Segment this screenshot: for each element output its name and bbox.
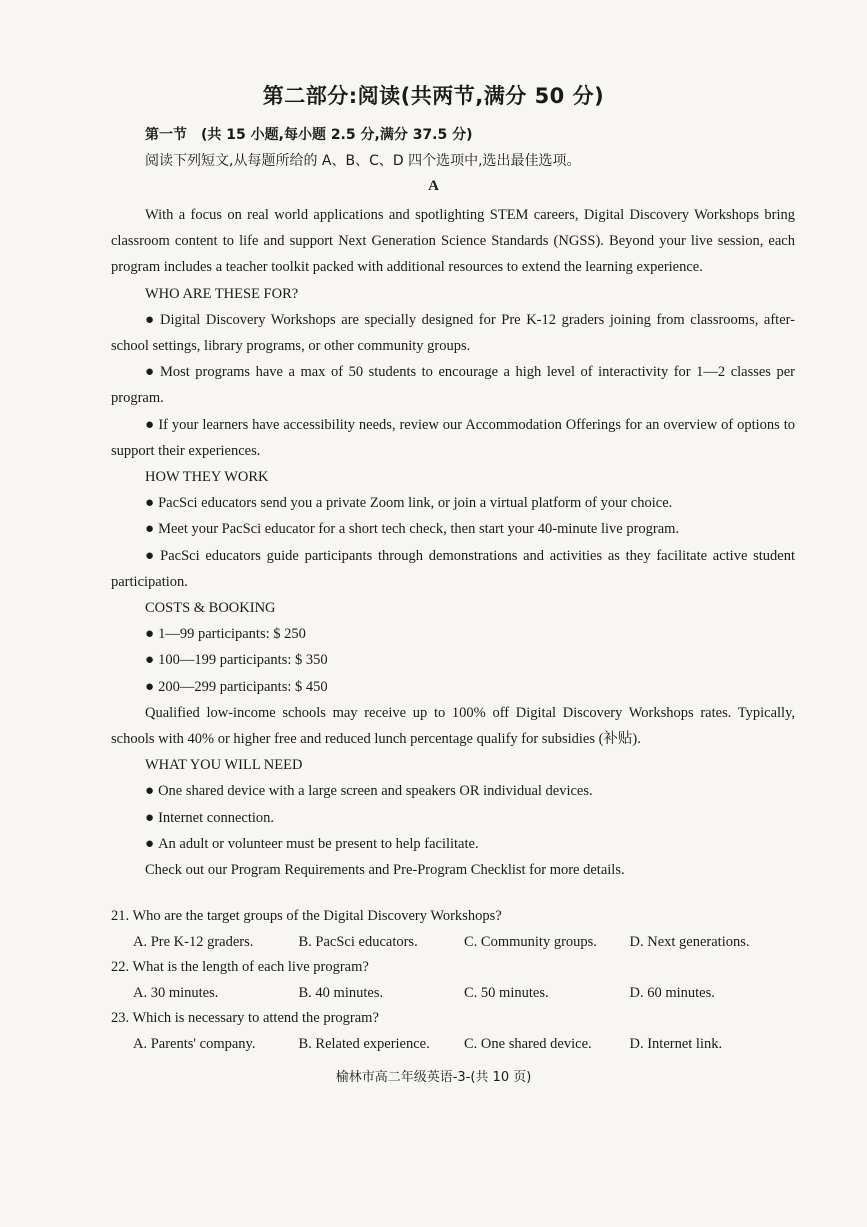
bullet-text: Meet your PacSci educator for a short tech check, then start your 40-minute live program. (158, 521, 680, 538)
bullet-dot-icon: ● (145, 809, 155, 826)
bullet-item (111, 543, 795, 595)
bullet-text: 200—299 participants: $ 450 (158, 678, 328, 695)
bullet-dot-icon: ● (145, 652, 155, 669)
option-c[interactable]: C. Community groups. (464, 933, 597, 950)
bullet-text: PacSci educators guide participants through demonstrations and activities as they facilitate active student participation. (111, 547, 796, 590)
bullet-item (111, 647, 795, 673)
how-heading: HOW THEY WORK (145, 469, 269, 486)
bullet-dot-icon: ● (145, 311, 157, 328)
bullet-item (111, 307, 795, 359)
bullet-text: An adult or volunteer must be present to help facilitate. (158, 835, 479, 852)
question-stem: 22. What is the length of each live program? (111, 959, 369, 975)
question-stem: 21. Who are the target groups of the Digital Discovery Workshops? (111, 908, 502, 924)
bullet-item (111, 359, 795, 411)
costs-heading: COSTS & BOOKING (145, 600, 276, 617)
question-options (133, 1032, 795, 1058)
costs-note: Qualified low-income schools may receive up to 100% off Digital Discovery Workshops rates. Typically, schools with 40% or higher free and reduced lunch percentage qualify for subsidies (补贴). (111, 704, 795, 748)
who-heading: WHO ARE THESE FOR? (145, 285, 299, 302)
bullet-dot-icon: ● (145, 783, 155, 800)
questions-block (111, 904, 795, 1057)
option-d[interactable]: D. 60 minutes. (629, 984, 715, 1001)
bullet-dot-icon: ● (145, 678, 155, 695)
bullet-dot-icon: ● (145, 547, 157, 564)
bullet-dot-icon: ● (145, 416, 155, 433)
bullet-dot-icon: ● (145, 495, 155, 512)
bullet-item (111, 805, 795, 831)
bullet-text: Internet connection. (158, 809, 275, 826)
option-c[interactable]: C. 50 minutes. (464, 984, 549, 1001)
option-a[interactable]: A. Parents' company. (133, 1035, 256, 1052)
bullet-item (111, 621, 795, 647)
passage-body (111, 202, 795, 883)
option-a[interactable]: A. 30 minutes. (133, 984, 219, 1001)
bullet-item (111, 674, 795, 700)
option-b[interactable]: B. Related experience. (298, 1035, 430, 1052)
bullet-item (111, 412, 795, 464)
part-title: 第二部分:阅读(共两节,满分 50 分) (262, 84, 605, 108)
bullet-item (111, 831, 795, 857)
passage-intro: With a focus on real world applications and spotlighting STEM careers, Digital Discovery Workshops bring classroom content to life and support Next Generation Science Standards (NGSS). Beyond your live session, each program includes a teacher toolkit packed with additional resources to extend the learning experience. (111, 207, 795, 276)
section-heading: 第一节 (共 15 小题,每小题 2.5 分,满分 37.5 分) (145, 127, 473, 143)
bullet-text: If your learners have accessibility needs, review our Accommodation Offerings for an overview of options to support their experiences. (111, 416, 795, 459)
bullet-dot-icon: ● (145, 521, 155, 538)
bullet-text: One shared device with a large screen and speakers OR individual devices. (158, 783, 593, 800)
bullet-dot-icon: ● (145, 835, 155, 852)
bullet-text: 1—99 participants: $ 250 (158, 626, 306, 643)
page-footer: 榆林市高二年级英语-3-(共 10 页) (335, 1070, 532, 1085)
bullet-text: Digital Discovery Workshops are specially designed for Pre K-12 graders joining from classrooms, after-school settings, library programs, or other community groups. (111, 311, 796, 355)
bullet-item (111, 778, 795, 804)
option-b[interactable]: B. 40 minutes. (298, 984, 384, 1001)
bullet-text: Most programs have a max of 50 students to encourage a high level of interactivity for 1—2 classes per program. (111, 364, 795, 407)
question-stem: 23. Which is necessary to attend the program? (111, 1010, 379, 1026)
bullet-dot-icon: ● (145, 626, 155, 643)
option-a[interactable]: A. Pre K-12 graders. (133, 933, 254, 950)
section-instruction: 阅读下列短文,从每题所给的 A、B、C、D 四个选项中,选出最佳选项。 (145, 153, 581, 169)
need-heading: WHAT YOU WILL NEED (145, 757, 303, 774)
bullet-text: PacSci educators send you a private Zoom link, or join a virtual platform of your choice. (158, 495, 673, 512)
option-c[interactable]: C. One shared device. (464, 1035, 592, 1052)
bullet-dot-icon: ● (145, 364, 156, 381)
closing-line: Check out our Program Requirements and Pre-Program Checklist for more details. (145, 862, 625, 879)
bullet-item (111, 516, 795, 542)
option-b[interactable]: B. PacSci educators. (298, 933, 418, 950)
bullet-text: 100—199 participants: $ 350 (158, 652, 328, 669)
passage-label: A (428, 178, 439, 194)
option-d[interactable]: D. Next generations. (629, 933, 750, 950)
bullet-item (111, 490, 795, 516)
question-options (133, 981, 795, 1007)
option-d[interactable]: D. Internet link. (629, 1035, 723, 1052)
question-options (133, 930, 795, 956)
